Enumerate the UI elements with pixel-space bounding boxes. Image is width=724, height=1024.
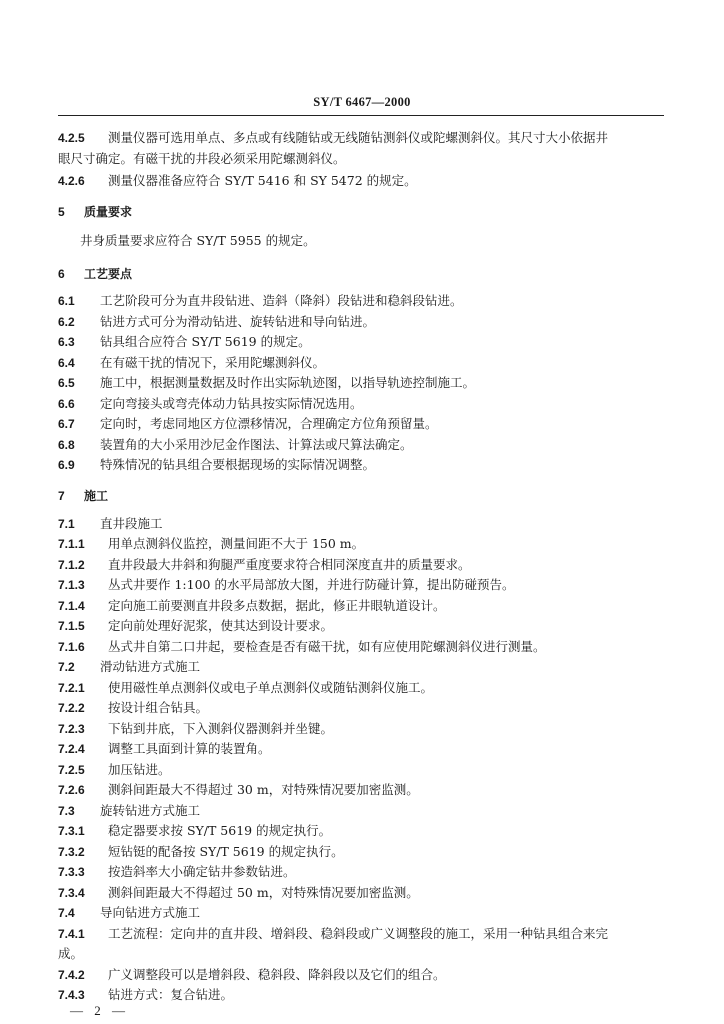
clause-number: 6.9 xyxy=(58,458,75,472)
clause-number: 7.1.2 xyxy=(58,558,85,572)
clause-6-5 xyxy=(58,374,668,392)
clause-text: 直井段施工 xyxy=(100,516,163,531)
clause-7-1 xyxy=(58,515,668,533)
clause-6-9 xyxy=(58,456,668,474)
clause-4-2-6 xyxy=(58,172,668,190)
clause-number: 6.3 xyxy=(58,335,75,349)
clause-text: 导向钻进方式施工 xyxy=(100,905,201,920)
clause-text: 按造斜率大小确定钻井参数钻进。 xyxy=(108,864,296,879)
clause-number: 7.2.4 xyxy=(58,742,85,756)
clause-4-2-5-cont xyxy=(58,150,668,168)
section-title: 施工 xyxy=(84,489,109,503)
clause-7-4-2 xyxy=(58,966,668,984)
clause-text: 测量仪器可选用单点、多点或有线随钻或无线随钻测斜仪或陀螺测斜仪。其尺寸大小依据井 xyxy=(108,130,609,145)
section-5-body xyxy=(80,232,690,250)
section-7-heading xyxy=(58,487,668,505)
section-5-heading xyxy=(58,203,668,221)
clause-text: 钻具组合应符合 SY/T 5619 的规定。 xyxy=(100,334,311,349)
clause-7-4-1-cont xyxy=(58,945,668,963)
section-number: 6 xyxy=(58,267,65,281)
clause-text: 测斜间距最大不得超过 50 m，对特殊情况要加密监测。 xyxy=(108,885,419,900)
clause-number: 7.4.3 xyxy=(58,988,85,1002)
clause-7-1-5 xyxy=(58,617,668,635)
clause-number: 4.2.6 xyxy=(58,174,85,188)
clause-number: 7.2.5 xyxy=(58,763,85,777)
clause-number: 7.4.1 xyxy=(58,927,85,941)
clause-6-2 xyxy=(58,313,668,331)
clause-number: 7.3.3 xyxy=(58,865,85,879)
page-header: SY/T 6467—2000 xyxy=(313,95,411,109)
clause-6-8 xyxy=(58,436,668,454)
clause-7-2 xyxy=(58,658,668,676)
clause-6-1 xyxy=(58,292,668,310)
clause-text: 下钻到井底，下入测斜仪器测斜并坐键。 xyxy=(108,721,334,736)
clause-text: 钻进方式：复合钻进。 xyxy=(108,987,234,1002)
clause-text: 调整工具面到计算的装置角。 xyxy=(108,741,271,756)
clause-text: 按设计组合钻具。 xyxy=(108,700,209,715)
clause-7-3-3 xyxy=(58,863,668,881)
clause-text: 稳定器要求按 SY/T 5619 的规定执行。 xyxy=(108,823,332,838)
section-6-heading xyxy=(58,265,668,283)
clause-number: 6.6 xyxy=(58,397,75,411)
clause-6-4 xyxy=(58,354,668,372)
clause-text: 特殊情况的钻具组合要根据现场的实际情况调整。 xyxy=(100,457,376,472)
clause-text: 定向弯接头或弯壳体动力钻具按实际情况选用。 xyxy=(100,396,363,411)
clause-number: 7.1.6 xyxy=(58,640,85,654)
clause-text: 短钻铤的配备按 SY/T 5619 的规定执行。 xyxy=(108,844,344,859)
clause-7-1-3 xyxy=(58,576,668,594)
clause-text: 丛式井自第二口井起，要检查是否有磁干扰，如有应使用陀螺测斜仪进行测量。 xyxy=(108,639,546,654)
clause-7-4 xyxy=(58,904,668,922)
clause-number: 7.1.5 xyxy=(58,619,85,633)
clause-text: 定向前处理好泥浆，使其达到设计要求。 xyxy=(108,618,334,633)
clause-text: 测量仪器准备应符合 SY/T 5416 和 SY 5472 的规定。 xyxy=(108,173,417,188)
clause-number: 7.1.4 xyxy=(58,599,85,613)
clause-7-1-4 xyxy=(58,597,668,615)
clause-number: 7.1.3 xyxy=(58,578,85,592)
clause-7-3-2 xyxy=(58,843,668,861)
clause-7-2-6 xyxy=(58,781,668,799)
header-rule xyxy=(58,115,664,116)
clause-6-6 xyxy=(58,395,668,413)
clause-text: 定向施工前要测直井段多点数据，据此，修正井眼轨道设计。 xyxy=(108,598,446,613)
clause-7-4-1 xyxy=(58,925,668,943)
clause-text: 工艺阶段可分为直井段钻进、造斜（降斜）段钻进和稳斜段钻进。 xyxy=(100,293,463,308)
clause-number: 6.5 xyxy=(58,376,75,390)
clause-7-2-5 xyxy=(58,761,668,779)
clause-7-1-6 xyxy=(58,638,668,656)
clause-number: 7.3.4 xyxy=(58,886,85,900)
section-title: 质量要求 xyxy=(84,205,133,219)
clause-text: 直井段最大井斜和狗腿严重度要求符合相同深度直井的质量要求。 xyxy=(108,557,471,572)
clause-text: 装置角的大小采用沙尼金作图法、计算法或尺算法确定。 xyxy=(100,437,413,452)
clause-text: 测斜间距最大不得超过 30 m，对特殊情况要加密监测。 xyxy=(108,782,419,797)
clause-number: 7.4 xyxy=(58,906,75,920)
clause-text: 使用磁性单点测斜仪或电子单点测斜仪或随钻测斜仪施工。 xyxy=(108,680,434,695)
clause-number: 7.1 xyxy=(58,517,75,531)
clause-text: 施工中，根据测量数据及时作出实际轨迹图，以指导轨迹控制施工。 xyxy=(100,375,476,390)
clause-7-1-2 xyxy=(58,556,668,574)
clause-7-4-3 xyxy=(58,986,668,1004)
clause-7-3-1 xyxy=(58,822,668,840)
clause-number: 7.2.3 xyxy=(58,722,85,736)
clause-text: 工艺流程：定向井的直井段、增斜段、稳斜段或广义调整段的施工，采用一种钻具组合来完 xyxy=(108,926,609,941)
clause-number: 4.2.5 xyxy=(58,131,85,145)
clause-7-2-1 xyxy=(58,679,668,697)
clause-text: 广义调整段可以是增斜段、稳斜段、降斜段以及它们的组合。 xyxy=(108,967,446,982)
clause-number: 6.4 xyxy=(58,356,75,370)
page-number: — 2 — xyxy=(70,1003,129,1018)
clause-7-2-3 xyxy=(58,720,668,738)
clause-6-7 xyxy=(58,415,668,433)
clause-text: 定向时，考虑同地区方位漂移情况，合理确定方位角预留量。 xyxy=(100,416,438,431)
clause-number: 7.2 xyxy=(58,660,75,674)
clause-number: 7.4.2 xyxy=(58,968,85,982)
section-title: 工艺要点 xyxy=(84,267,133,281)
clause-text: 用单点测斜仪监控，测量间距不大于 150 m。 xyxy=(108,536,365,551)
clause-number: 7.2.2 xyxy=(58,701,85,715)
clause-number: 7.3.2 xyxy=(58,845,85,859)
clause-number: 6.2 xyxy=(58,315,75,329)
clause-number: 7.3.1 xyxy=(58,824,85,838)
clause-7-2-4 xyxy=(58,740,668,758)
clause-7-1-1 xyxy=(58,535,668,553)
clause-number: 7.2.1 xyxy=(58,681,85,695)
paragraph-text: 井身质量要求应符合 SY/T 5955 的规定。 xyxy=(80,233,316,248)
clause-7-2-2 xyxy=(58,699,668,717)
clause-number: 7.2.6 xyxy=(58,783,85,797)
clause-text: 滑动钻进方式施工 xyxy=(100,659,201,674)
clause-4-2-5 xyxy=(58,129,668,147)
clause-6-3 xyxy=(58,333,668,351)
clause-number: 6.7 xyxy=(58,417,75,431)
clause-number: 6.8 xyxy=(58,438,75,452)
clause-text: 加压钻进。 xyxy=(108,762,171,777)
clause-text: 丛式井要作 1:100 的水平局部放大图，并进行防碰计算，提出防碰预告。 xyxy=(108,577,515,592)
clause-text: 眼尺寸确定。有磁干扰的井段必须采用陀螺测斜仪。 xyxy=(58,151,346,166)
clause-7-3 xyxy=(58,802,668,820)
clause-text: 成。 xyxy=(58,946,84,961)
clause-7-3-4 xyxy=(58,884,668,902)
section-number: 7 xyxy=(58,489,65,503)
clause-text: 在有磁干扰的情况下，采用陀螺测斜仪。 xyxy=(100,355,326,370)
clause-text: 旋转钻进方式施工 xyxy=(100,803,201,818)
clause-number: 7.1.1 xyxy=(58,537,85,551)
section-number: 5 xyxy=(58,205,65,219)
clause-number: 6.1 xyxy=(58,294,75,308)
clause-number: 7.3 xyxy=(58,804,75,818)
clause-text: 钻进方式可分为滑动钻进、旋转钻进和导向钻进。 xyxy=(100,314,376,329)
